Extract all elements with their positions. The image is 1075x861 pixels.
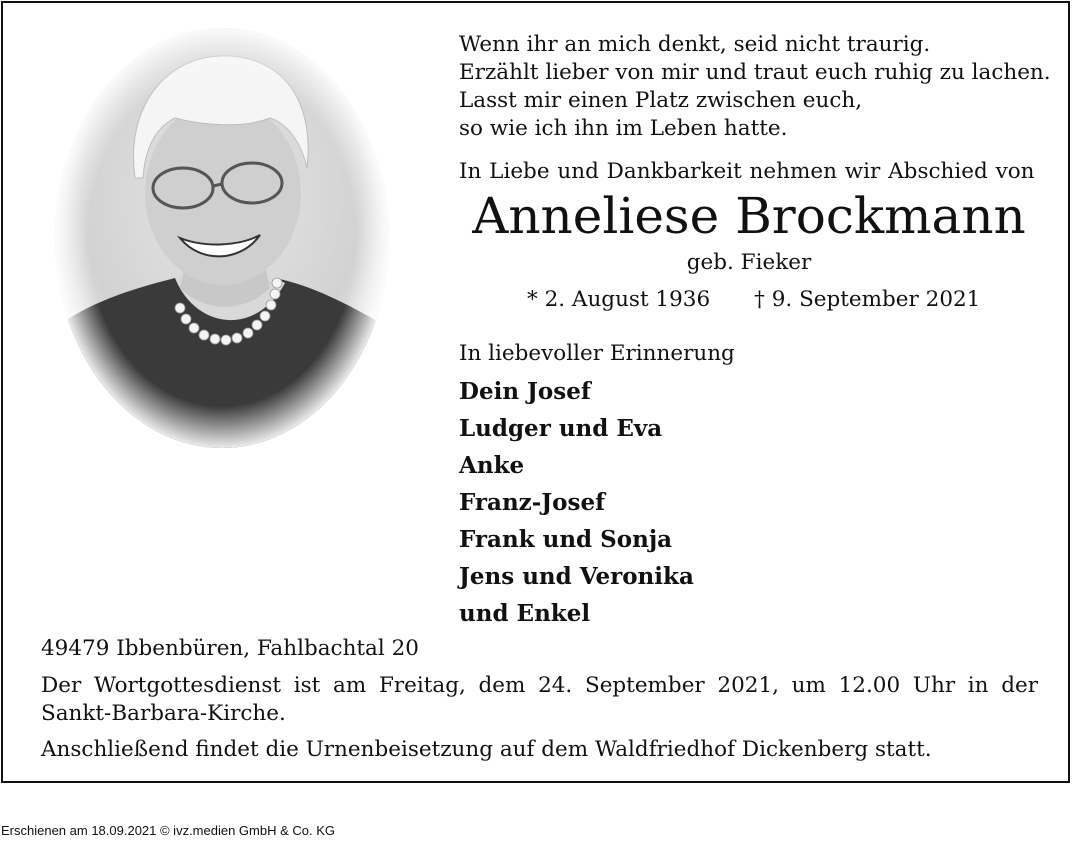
burial-info: Anschließend findet die Urnenbeisetzung auf dem Waldfriedhof Dickenberg statt. — [41, 737, 932, 762]
mourner: und Enkel — [459, 600, 591, 627]
family-address: 49479 Ibbenbüren, Fahlbachtal 20 — [41, 636, 419, 661]
mourners-list — [459, 373, 694, 632]
death-date: † 9. September 2021 — [754, 287, 981, 312]
service-info: Der Wortgottesdienst ist am Freitag, dem 24. September 2021, um 12.00 Uhr in der Sankt-Barbara-Kirche. — [41, 673, 1038, 726]
mourner: Jens und Veronika — [459, 563, 694, 590]
deceased-name: Anneliese Brockmann — [472, 187, 1026, 245]
mourner: Dein Josef — [459, 378, 591, 405]
birth-name: geb. Fieker — [686, 250, 812, 275]
poem — [459, 31, 1059, 143]
mourner: Ludger und Eva — [459, 415, 663, 442]
memory-line: In liebevoller Erinnerung — [459, 341, 735, 366]
portrait-illustration — [55, 28, 389, 448]
obituary-notice — [1, 1, 1070, 783]
poem-line: Lasst mir einen Platz zwischen euch, — [459, 88, 863, 113]
poem-line: Erzählt lieber von mir und traut euch ruhig zu lachen. — [459, 60, 1051, 85]
farewell-intro: In Liebe und Dankbarkeit nehmen wir Abschied von — [459, 159, 1035, 184]
poem-line: Wenn ihr an mich denkt, seid nicht traurig. — [459, 32, 931, 57]
mourner: Anke — [459, 452, 525, 479]
mourner: Frank und Sonja — [459, 526, 673, 553]
birth-date: * 2. August 1936 — [527, 287, 711, 312]
poem-line: so wie ich ihn im Leben hatte. — [459, 116, 788, 141]
portrait-photo — [55, 28, 389, 448]
mourner: Franz-Josef — [459, 489, 605, 516]
life-dates — [527, 286, 980, 314]
publication-footer: Erschienen am 18.09.2021 © ivz.medien GmbH & Co. KG — [1, 823, 336, 838]
